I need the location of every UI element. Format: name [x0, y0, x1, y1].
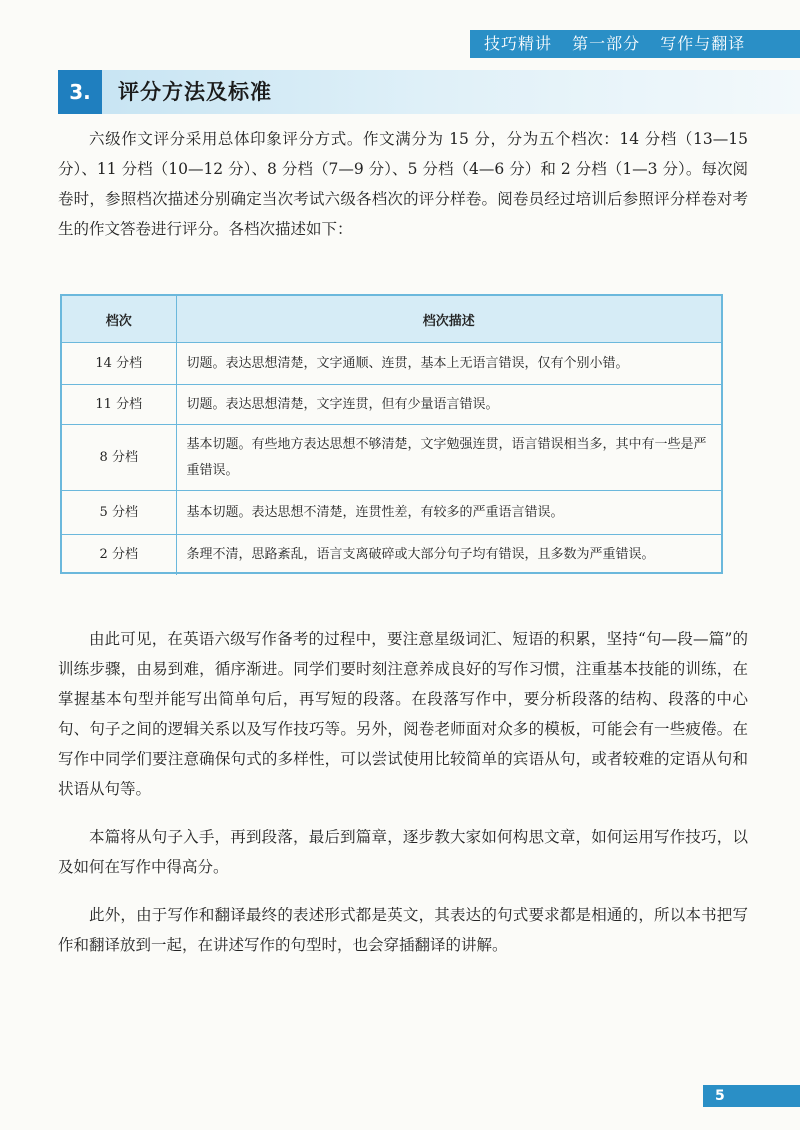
header-tab: 技巧精讲 [484, 34, 553, 53]
section-number: 3. [58, 70, 102, 114]
body-paragraph: 本篇将从句子入手，再到段落，最后到篇章，逐步教大家如何构思文章，如何运用写作技巧，以及如何在写作中得高分。 [58, 828, 748, 876]
section-title: 评分方法及标准 [118, 80, 272, 104]
body-paragraph: 此外，由于写作和翻译最终的表述形式都是英文，其表达的句式要求都是相通的，所以本书把写作和翻译放到一起，在讲述写作的句型时，也会穿插翻译的讲解。 [58, 906, 748, 954]
table-row [62, 491, 721, 535]
level-cell: 8 分档 [62, 425, 176, 491]
level-cell: 2 分档 [62, 535, 176, 575]
page-number: 5 [703, 1085, 800, 1107]
table-row [62, 343, 721, 385]
description-cell: 切题。表达思想清楚，文字通顺、连贯，基本上无语言错误，仅有个别小错。 [176, 343, 721, 385]
table-row [62, 535, 721, 575]
header-tab: 写作与翻译 [660, 34, 746, 53]
table-row [62, 425, 721, 491]
column-header: 档次 [62, 296, 176, 343]
level-cell: 5 分档 [62, 491, 176, 535]
scoring-table [60, 294, 723, 574]
body-paragraph: 由此可见，在英语六级写作备考的过程中，要注意星级词汇、短语的积累，坚持“句—段—篇”的训练步骤，由易到难，循序渐进。同学们要时刻注意养成良好的写作习惯，注重基本技能的训练，在掌握基本句型并能写出简单句后，再写短的段落。在段落写作中，要分析段落的结构、段落的中心句、句子之间的逻辑关系以及写作技巧等。另外，阅卷老师面对众多的模板，可能会有一些疲倦。在写作中同学们要注意确保句式的多样性，可以尝试使用比较简单的宾语从句，或者较难的定语从句和状语从句等。 [58, 630, 748, 798]
description-cell: 切题。表达思想清楚，文字连贯，但有少量语言错误。 [176, 385, 721, 425]
level-cell: 14 分档 [62, 343, 176, 385]
description-cell: 基本切题。表达思想不清楚，连贯性差，有较多的严重语言错误。 [176, 491, 721, 535]
header-tab: 第一部分 [572, 34, 641, 53]
running-header [484, 30, 759, 58]
table-header-row [62, 296, 721, 343]
description-cell: 基本切题。有些地方表达思想不够清楚，文字勉强连贯，语言错误相当多，其中有一些是严重错误。 [176, 425, 721, 491]
description-cell: 条理不清，思路紊乱，语言支离破碎或大部分句子均有错误，且多数为严重错误。 [186, 546, 655, 562]
column-header: 档次描述 [176, 296, 721, 343]
level-cell: 11 分档 [62, 385, 176, 425]
intro-paragraph: 六级作文评分采用总体印象评分方式。作文满分为 15 分，分为五个档次：14 分档（13—15 分）、11 分档（10—12 分）、8 分档（7—9 分）、5 分档（4—6 分）和 2 分档（1—3 分）。每次阅卷时，参照档次描述分别确定当次考试六级各档次的评分样卷。阅卷员经过培训后参照评分样卷对考生的作文答卷进行评分。各档次描述如下： [58, 130, 748, 238]
table-row [62, 385, 721, 425]
